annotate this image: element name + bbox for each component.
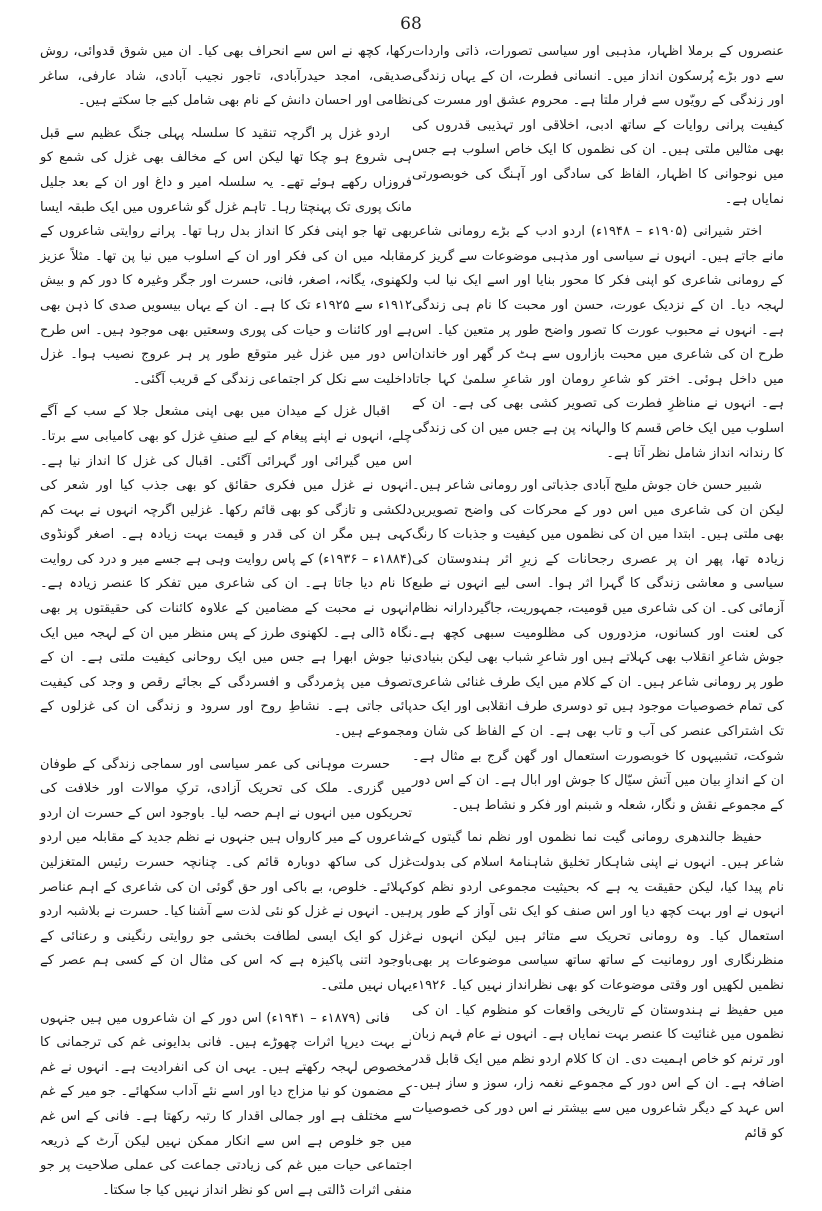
page-number: 68 [400,14,422,34]
paragraph: شبیر حسن خان جوش ملیح آبادی جذباتی اور رومانی شاعر ہیں۔ لیکن ان کی شاعری میں اس دور کے محرکات کی واضح تصویریں بھی ملتی ہیں۔ ابتدا میں ان کی نظموں میں کیفیت و جذبات کا رنگ زیادہ تھا، پھر ان پر عصری رجحانات کے زیرِ اثر ہندوستان کی سیاسی و معاشی زندگی کا گہرا اثر ہوا۔ اسی لیے انہوں نے طبع آزمائی کی۔ ان کی شاعری میں قومیت، جمہوریت، جاگیردارانہ نظام کی لعنت اور کسانوں، مزدوروں کی مظلومیت سبھی کچھ ہے۔ جوش شاعرِ انقلاب بھی کہلاتے ہیں اور شاعرِ شباب بھی لیکن بنیادی طور پر رومانی شاعر ہیں۔ ان کے کلام میں ایک طرف غنائی شاعری کی تمام خصوصیات موجود ہیں تو دوسری طرف انقلابی اور ایک حد تک اشتراکی عنصر کی آب و تاب بھی ہے۔ ان کے الفاظ کی شان و شوکت، تشبیہوں کا خوبصورت استعمال اور گھن گرج بے مثال ہے۔ ان کے اندازِ بیان میں آتش سیّال کا جوش اور ابال ہے۔ ان کے اس دور کے مجموعے نقش و نگار، شعلہ و شبنم اور فکر و نشاط ہیں۔ [412,478,784,813]
paragraph: حفیظ جالندھری رومانی گیت نما نظموں اور نظم نما گیتوں کے شاعر ہیں۔ انہوں نے اپنی شاہکار تخلیق شاہنامۂ اسلام کی بدولت نام پیدا کیا، لیکن حقیقت یہ ہے کہ بحیثیت مجموعی اردو نظم کو انہوں نے اور بہت کچھ دیا اور اس صنف کو ایک نئی آواز کے طور پر استعمال کیا۔ وہ رومانی تحریک سے متاثر ہیں لیکن انہوں نے منظرنگاری اور رومانیت کے ساتھ ساتھ سیاسی موضوعات پر بھی نظمیں لکھیں اور وقتی موضوعات کو بھی نظرانداز نہیں کیا۔ ۱۹۲۶ء میں حفیظ نے ہندوستان کے تاریخی واقعات کو منظوم کیا۔ ان کی نظموں میں غنائیت کا عنصر بہت نمایاں ہے۔ انہوں نے عام فہم زبان اور ترنم کو خاص اہمیت دی۔ ان کا کلام اردو نظم میں ایک قابل قدر اضافہ ہے۔ ان کے اس دور کے مجموعے نغمہ زار، سوز و ساز ہیں۔ اس عہد کے دیگر شاعروں میں سے بیشتر نے اس دور کی خصوصیات کو قائم [412,830,784,1141]
paragraph: رکھا، کچھ نے اس سے انحراف بھی کیا۔ ان میں شوق قدوائی، روش صدیقی، امجد حیدرآبادی، تاجور نجیب آبادی، شاد عارفی، ساغر نظامی اور احسان دانش کے نام بھی شامل کیے جا سکتے ہیں۔ [40,44,412,109]
paragraph: اختر شیرانی (۱۹۰۵ء – ۱۹۴۸ء) اردو ادب کے بڑے رومانی شاعر مانے جاتے ہیں۔ انہوں نے سیاسی اور مذہبی موضوعات سے گریز کر کے رومانی شاعری کو اپنی فکر کا محور بنایا اور اسے ایک نیا لب و لہجہ دیا۔ ان کے نزدیک عورت، حسن اور محبت کا نام ہی زندگی ہے۔ انہوں نے محبوب عورت کا تصور واضح طور پر متعین کیا۔ اس طرح ان کی شاعری میں محبت بازاروں سے ہٹ کر گھر اور خاندان میں داخل ہوئی۔ اختر کو شاعرِ رومان اور شاعرِ سلمیٰ کہا جاتا ہے۔ انہوں نے مناظرِ فطرت کی تصویر کشی بھی کی ہے۔ ان کے اسلوب میں ایک خاص قسم کا والہانہ پن ہے جس میں ان کی زندگی کا رندانہ انداز شامل نظر آتا ہے۔ [412,224,784,461]
left-column [40,40,412,1211]
paragraph: فانی (۱۸۷۹ء – ۱۹۴۱ء) اس دور کے ان شاعروں میں ہیں جنہوں نے بہت دیرپا اثرات چھوڑے ہیں۔ فانی بدایونی غم کی ترجمانی کا مخصوص لہجہ رکھتے ہیں۔ یہی ان کی انفرادیت ہے۔ انہوں نے غم کے مضمون کو نیا مزاج دیا اور اسے نئے آداب سکھائے۔ جو میر کے غم سے مختلف ہے اور جمالی اقدار کا رتبہ رکھتا ہے۔ فانی کے اس غم میں جو خلوص ہے اس سے انکار ممکن نہیں لیکن آرٹ کے ذریعہ اجتماعی حیات میں غم کی زیادتی جماعت کی عملی صلاحیت پر جو منفی اثرات ڈالتی ہے اس کو نظر انداز نہیں کیا جا سکتا۔ [40,1010,412,1198]
paragraph: حسرت موہانی کی عمر سیاسی اور سماجی زندگی کے طوفان میں گزری۔ ملک کی تحریک آزادی، ترکِ موالات اور خلافت کی تحریکوں میں انہوں نے اہم حصہ لیا۔ باوجود اس کے حسرت ان اردو شاعروں کے میر کارواں ہیں جنہوں نے نظم جدید کے مقابلہ میں اردو غزل کی ساکھ دوبارہ قائم کی۔ چنانچہ حسرت رئیس المتغزلین کہلائے۔ خلوص، بے باکی اور حق گوئی ان کی شاعری کے اہم عناصر ہیں۔ انہوں نے غزل کو نئی لذت سے آشنا کیا۔ حسرت نے بلاشبہ اردو غزل کو ایک ایسی لطافت بخشی جو روایتی رنگینی و رعنائی کے باوجود اتنی پاکیزہ ہے کہ اس کی مثال ان کے کسی ہم عصر کے یہاں نہیں ملتی۔ [40,756,412,993]
right-column [412,40,784,1154]
paragraph: اردو غزل پر اگرچہ تنقید کا سلسلہ پہلی جنگ عظیم سے قبل ہی شروع ہو چکا تھا لیکن اس کے مخالف بھی غزل کی شمع کو فروزاں رکھے ہوئے تھے۔ یہ سلسلہ امیر و داغ اور ان کے بعد جلیل مانک پوری تک پہنچتا رہا۔ تاہم غزل گو شاعروں میں ایک طبقہ ایسا بھی تھا جو اپنی فکر کا انداز بدل رہا تھا۔ پرانے روایتی شاعروں کے مقابلہ میں ان کی فکر اور ان کے اسلوب میں نیا پن تھا۔ مثلاً عزیز لکھنوی، یگانہ، اصغر، فانی، حسرت اور جگر وغیرہ کا دور کم و بیش ۱۹۱۲ء سے ۱۹۲۵ء تک کا ہے۔ ان کے یہاں بیسویں صدی کا ذہن بھی ہے اور کائنات و حیات کی پوری وسعتیں بھی موجود ہیں۔ اس طرح اس دور میں غزل غیر متوقع طور پر ہر عروج نصیب ہوا۔ غزل داخلیت سے نکل کر اجتماعی زندگی کے قریب آگئی۔ [40,125,413,387]
paragraph: اقبال غزل کے میدان میں بھی اپنی مشعل جلا کے سب کے آگے چلے، انہوں نے اپنے پیغام کے لیے صنفِ غزل کو بھی کامیابی سے برتا۔ اس میں گیرائی اور گہرائی آگئی۔ اقبال کی غزل کا انداز نیا ہے۔ انہوں نے غزل میں فکری حقائق کو بھی جذب کیا اور شعر کی دلکشی و تازگی کو بھی قائم رکھا۔ غزلیں اگرچہ انہوں نے بہت کم کہی ہیں مگر ان کی قدر و قیمت بہت زیادہ ہے۔ اصغر گونڈوی (۱۸۸۴ء – ۱۹۳۶ء) کے پاس روایت وہی ہے جسے میر و درد کی روایت کا نام دیا جاتا ہے۔ ان کی شاعری میں تفکر کا عنصر زیادہ ہے۔ انہوں نے محبت کے مضامین کے علاوہ کائنات کی حقیقتوں پر بھی نگاہ ڈالی ہے۔ لکھنوی طرز کے پس منظر میں ان کے لہجہ میں ایک نیا جوش ابھرا ہے جس میں ایک روحانی کیفیت ملتی ہے۔ ان کے تصوف میں پژمردگی و افسردگی کے بجائے رقص و وجد کی کیفیت پائی جاتی ہے۔ نشاطِ روح اور سرود و زندگی ان کی غزلوں کے مجموعے ہیں۔ [40,404,412,740]
paragraph: عنصروں کے برملا اظہار، مذہبی اور سیاسی تصورات، ذاتی واردات سے دور بڑے پُرسکون انداز میں۔ انسانی فطرت، ان کے یہاں زندگی اور زندگی کے رویّوں سے فرار ملتا ہے۔ محروم عشق اور مسرت کی کیفیت پرانی روایات کے ساتھ ادبی، اخلاقی اور تہذیبی قدروں کی بھی مثالیں ملتی ہیں۔ ان کی نظموں کا ایک خاص اسلوب ہے جس میں نوجوانی کا اظہار، الفاظ کی سادگی اور آہنگ کی خوبصورتی نمایاں ہے۔ [412,44,784,207]
